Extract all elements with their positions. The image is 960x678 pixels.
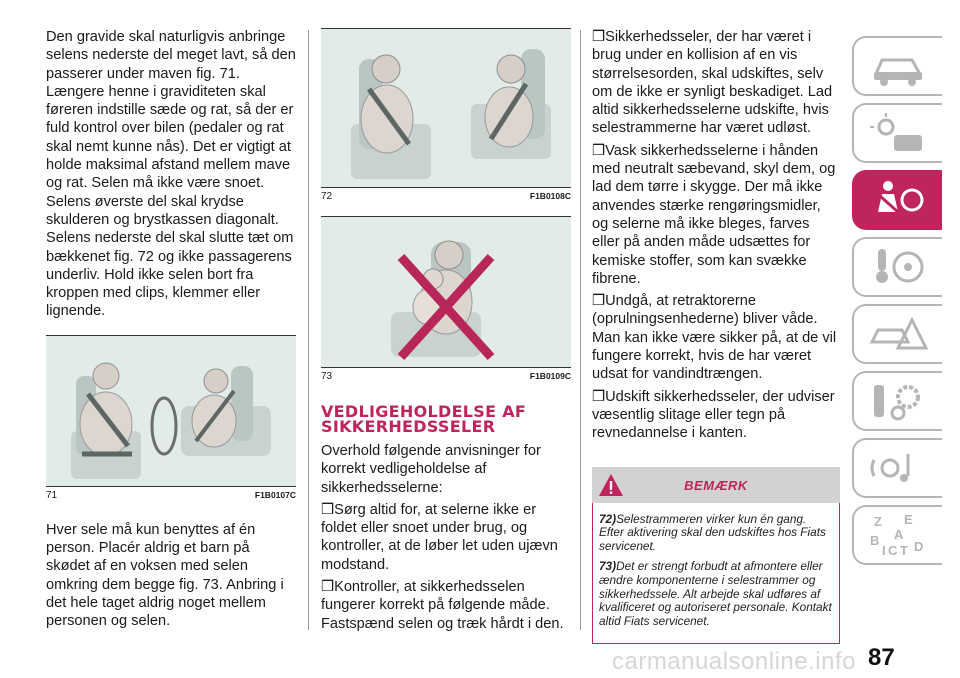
figure-72: [321, 28, 571, 188]
chapter-tabs: [852, 36, 942, 572]
list-item: ❒Undgå, at retraktorerne (oprulningsenhederne) bliver våde. Man kan ikke være sikker på, at de vil fungere korrekt, hvis de har været udsat for vandindtrængen.: [592, 293, 837, 383]
correct-seatbelt-illustration: [321, 29, 571, 187]
chapter-tab-index[interactable]: [852, 505, 942, 565]
figure-71-caption: [46, 487, 296, 501]
tools-gears-icon: [868, 379, 928, 423]
list-item: ❒Sikkerhedsseler, der har været i brug under en kollision af en vis størrelsesorden, skal udskiftes, selv om de ikke er synligt beskadiget. Lad altid sikkerhedsselerne udskifte, hvis selestrammerne har været udløst.: [592, 29, 833, 137]
watermark: carmanualsonline.info: [612, 648, 856, 675]
paragraph-pregnancy: Den gravide skal naturligvis anbringe selens nederste del meget lavt, så den passerer under maven fig. 71. Længere henne i graviditeten skal føreren indstille sæde og rat, så der er fuld kontrol over bilen (pedaler og rat skal nemt kunne nås). Det er vigtigt at holde maksimal afstand mellem mave og rat. Selen må ikke være snoet. Selens øverste del skal krydse skulderen og brystkassen diagonalt. Selens nederste del skal slutte tæt om bækkenet fig. 72 og ikke passagerens underliv. Hold ikke selen bort fra kroppen med clips, klemmer eller lignende.: [46, 29, 296, 320]
figure-73: [321, 216, 571, 368]
note-title: BEMÆRK: [684, 477, 748, 493]
dashboard-lights-icon: [868, 111, 928, 155]
figure-code: F1B0107C: [254, 489, 296, 500]
index-letter: I: [882, 543, 886, 557]
child-on-lap-prohibited-illustration: [321, 217, 571, 367]
section-intro: Overhold følgende anvisninger for korrekt vedligeholdelse af sikkerhedsselerne:: [321, 443, 541, 496]
note-text: Det er strengt forbudt at afmontere eller ændre komponenterne i selestrammer og sikkerhedssele. Alt arbejde skal udføres af kvalificeret og autoriseret personale. Kontakt altid Fiats servicenet.: [599, 558, 832, 629]
airbag-seatbelt-icon: [868, 178, 928, 222]
note-number: 73): [599, 558, 617, 573]
list-item: ❒Udskift sikkerhedsseler, der udviser væsentlig slitage eller tegn på revnedannelse i kanten.: [592, 388, 835, 442]
chapter-tab-multimedia[interactable]: [852, 438, 942, 498]
note-body: [592, 503, 840, 644]
column-divider: [308, 30, 309, 630]
note-item: [599, 513, 833, 554]
index-letter: D: [914, 539, 924, 554]
section-heading: VEDLIGEHOLDELSE AF SIKKERHEDSSELER: [321, 402, 527, 436]
paragraph-one-person-per-belt: Hver sele må kun benyttes af én person. Placér aldrig et barn på skødet af en voksen med selen omkring dem begge fig. 73. Anbring i det hele taget aldrig noget mellem personen og selen.: [46, 521, 284, 630]
figure-71: [46, 335, 296, 487]
figure-code: F1B0108C: [529, 191, 571, 201]
note-item: [599, 560, 833, 629]
column-3: [592, 28, 840, 644]
list-item: ❒Sørg altid for, at selerne ikke er foldet eller snoet under brug, og kontroller, at de løber let uden ujævn modstand.: [321, 501, 558, 573]
warning-triangle-car-icon: [868, 312, 928, 356]
index-letter: C: [888, 543, 898, 557]
page-number: 87: [868, 644, 895, 671]
note-box: [592, 467, 840, 644]
column-divider: [580, 30, 581, 630]
chapter-tab-dashboard[interactable]: [852, 103, 942, 163]
key-steering-wheel-icon: [868, 245, 928, 289]
figure-code: F1B0109C: [529, 371, 571, 381]
figure-number: 73: [321, 371, 333, 382]
index-letter: A: [894, 527, 904, 542]
list-item: ❒Vask sikkerhedsselerne i hånden med neutralt sæbevand, skyl dem, og lad dem tørre i skygge. Der må ikke anvendes stærke rengøringsmidler, og selerne må ikke bleges, farves eller på anden måde udsættes for kemiske stoffer, som kan svække fibrene.: [592, 142, 836, 287]
note-text: Selestrammeren virker kun én gang. Efter aktivering skal den udskiftes hos Fiats servicenet.: [599, 511, 826, 554]
note-header: [592, 467, 840, 503]
chapter-tab-maintenance[interactable]: [852, 371, 942, 431]
figure-73-caption: [321, 368, 571, 382]
index-letter: E: [904, 513, 913, 527]
pregnant-seatbelt-illustration: [46, 336, 296, 486]
alphabet-index-icon: [868, 513, 928, 557]
multimedia-icon: [868, 446, 928, 490]
column-2: [321, 28, 571, 633]
list-item: ❒Kontroller, at sikkerhedsselen fungerer korrekt på følgende måde. Fastspænd selen og træk hårdt i den.: [321, 579, 564, 632]
car-icon: [868, 44, 928, 88]
chapter-tab-emergency[interactable]: [852, 304, 942, 364]
note-number: 72): [599, 511, 617, 526]
figure-72-caption: [321, 188, 571, 202]
index-letter: T: [900, 543, 908, 557]
chapter-tab-safety[interactable]: [852, 170, 942, 230]
index-letter: Z: [874, 514, 882, 529]
index-letter: B: [870, 533, 880, 548]
column-1: [46, 28, 296, 631]
figure-number: 72: [321, 191, 333, 202]
chapter-tab-car[interactable]: [852, 36, 942, 96]
chapter-tab-starting-driving[interactable]: [852, 237, 942, 297]
figure-number: 71: [46, 489, 58, 501]
